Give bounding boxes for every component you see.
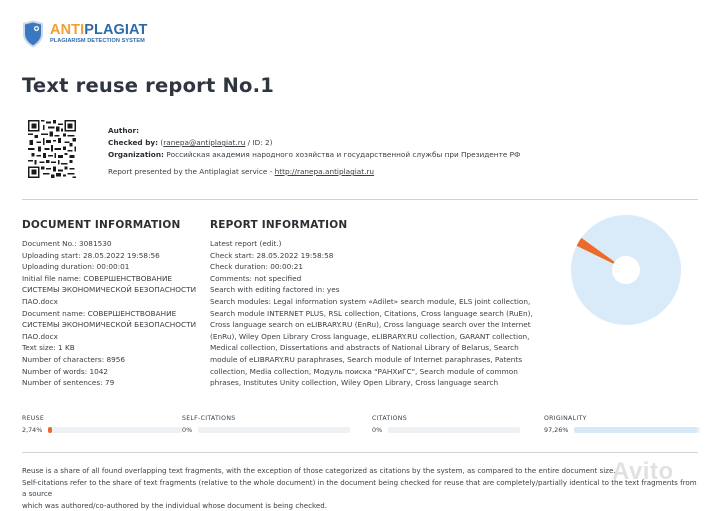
report-information-heading: REPORT INFORMATION [210,219,348,231]
comments: Comments: not specified [210,273,302,283]
report-presented-line [108,166,520,178]
stat-value: 97,26% [544,426,569,434]
search-with-editing: Search with editing factored in: yes [210,285,340,295]
organization-label: Organization: [108,150,164,159]
report-information [210,238,540,389]
stat-bar [198,427,350,433]
divider [22,452,698,453]
stat-label: REUSE [22,415,45,422]
footnote-self-citations: Self-citations refer to the share of text fragments (relative to the whole document) in the document being checked for reuse that are completely/partially identical to the text fragments from a source [22,477,697,499]
author-line [108,125,520,137]
donut-slice-originality [571,215,681,325]
check-duration: Check duration: 00:00:21 [210,262,304,272]
checked-by-email-link[interactable]: ranepa@antiplagiat.ru [163,138,246,147]
uploading-duration: Uploading duration: 00:00:01 [22,262,130,272]
initial-file-name: Initial file name: СОВЕРШЕНСТВОВАНИЕ СИСТЕМЫ ЭКОНОМИЧЕСКОЙ БЕЗОПАСНОСТИ ПАО.docx [22,273,197,306]
stat-bar [388,427,520,433]
document-name: Document name: СОВЕРШЕНСТВОВАНИЕ СИСТЕМЫ ЭКОНОМИЧЕСКОЙ БЕЗОПАСНОСТИ ПАО.docx [22,308,197,341]
stat-bar [574,427,700,433]
document-information-heading: DOCUMENT INFORMATION [22,219,181,231]
divider [22,199,698,200]
stat-citations [372,415,520,434]
author-label: Author: [108,126,140,135]
stat-value: 0% [372,426,383,434]
organization-line [108,149,520,161]
checked-by-suffix: / ID: 2) [245,138,273,147]
search-modules: Search modules: Legal information system «Adilet» search module, ELS joint collection, Search module INTERNET PLUS, RSL collection, Citations, Cross language search (RuEn), Cross language search on eLIBRARY.RU (EnRu), Cross language search over the Internet (EnRu), Wiley Open Library Cross language, eLIBRARY.RU collection, GARANT collection, Medical collection, Dissertations and abstracts of National Library of Belarus, Search module of eLIBRARY.RU paraphrases, Search module of Internet paraphrases, Patents collection, Media collection, Модуль поиска "РАНХиГС", Search module of common phrases, Institutes Unity collection, Wiley Open Library, Cross language search [210,296,533,388]
organization-value: Российская академия народного хозяйства и государственной службы при Президенте РФ [166,150,521,159]
checked-by-label: Checked by: [108,138,159,147]
text-size: Text size: 1 KB [22,343,75,353]
stat-self-citations [182,415,350,434]
check-start: Check start: 28.05.2022 19:58:58 [210,250,334,260]
checked-by-line [108,137,520,149]
footnote [22,465,702,511]
stat-label: SELF-CITATIONS [182,415,236,422]
service-link[interactable]: http://ranepa.antiplagiat.ru [274,167,375,176]
report-presented-text: Report presented by the Antiplagiat service - [108,167,275,176]
avito-watermark: Avito [612,458,674,485]
number-of-sentences: Number of sentences: 79 [22,378,115,388]
stat-value: 2,74% [22,426,43,434]
stat-bar [48,427,182,433]
footnote-self-citations-cont: which was authored/co-authored by the individual whose document is being checked. [22,500,327,510]
stat-value: 0% [182,426,193,434]
logo-subtitle: PLAGIARISM DETECTION SYSTEM [50,37,145,44]
logo-title-plagiat: PLAGIAT [84,22,148,39]
checked-by-prefix: ( [160,138,164,147]
originality-donut-chart [570,214,682,326]
footnote-reuse: Reuse is a share of all found overlapping text fragments, with the exception of those categorized as citations by the system, as compared to the entire document size. [22,466,616,475]
latest-report: Latest report (edit.) [210,239,282,248]
logo-title-anti: ANTI [50,22,85,39]
stat-bar-fill [574,427,697,433]
stat-originality [544,415,700,434]
document-number: Document No.: 3081530 [22,239,112,248]
number-of-words: Number of words: 1042 [22,366,109,376]
document-information [22,238,202,389]
stat-bar-fill [48,427,52,433]
qr-code-icon [28,120,76,178]
shield-icon [22,20,44,48]
stat-reuse [22,415,182,434]
page-title: Text reuse report No.1 [22,74,274,97]
report-meta [108,125,520,178]
antiplagiat-logo [22,20,148,48]
stat-label: CITATIONS [372,415,407,422]
stat-label: ORIGINALITY [544,415,587,422]
number-of-characters: Number of characters: 8956 [22,354,126,364]
uploading-start: Uploading start: 28.05.2022 19:58:56 [22,250,160,260]
